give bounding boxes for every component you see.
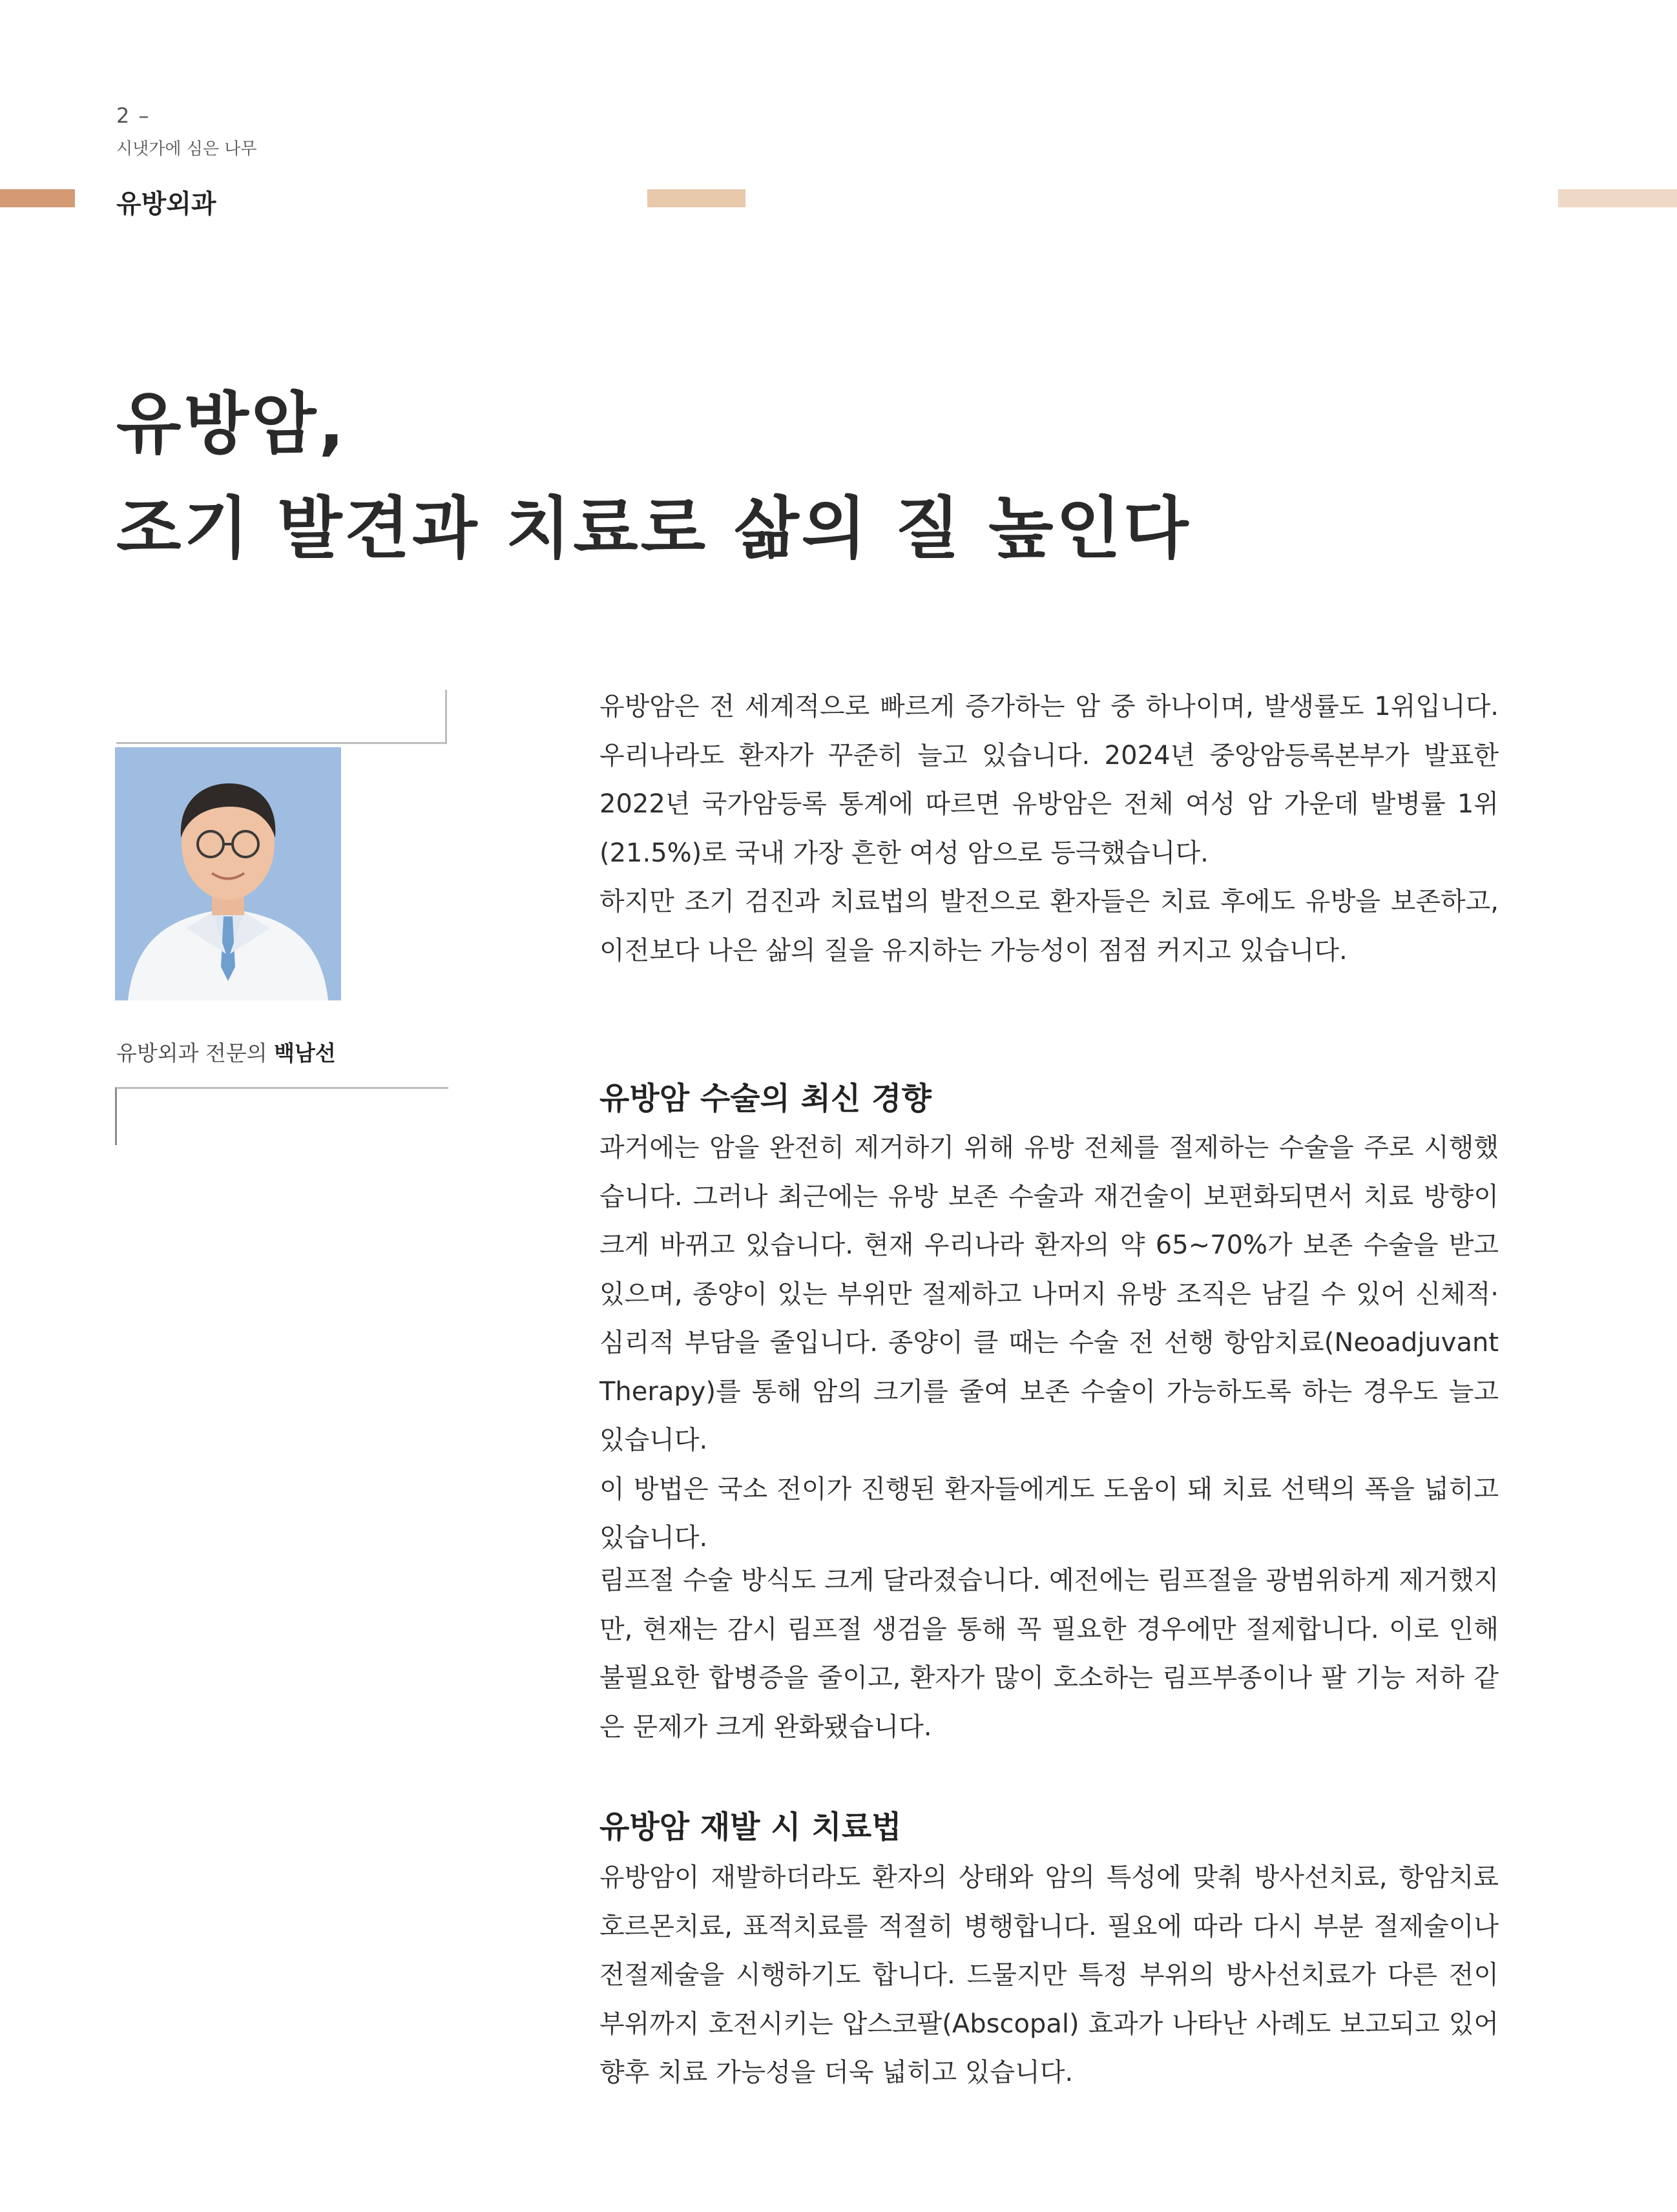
section1-text <box>599 1124 1499 1563</box>
caption-rule <box>115 1087 448 1145</box>
doctor-portrait-illustration <box>115 747 341 1000</box>
section-label: 유방외과 <box>116 189 216 219</box>
accent-bar-right <box>1558 189 1677 207</box>
section1-paragraph-3: 림프절 수술 방식도 크게 달라졌습니다. 예전에는 림프절을 광범위하게 제거했지만, 현재는 감시 림프절 생검을 통해 꼭 필요한 경우에만 절제합니다. 이로 인해 불필요한 합병증을 줄이고, 환자가 많이 호소하는 림프부종이나 팔 기능 저하 같은 문제가 크게 완화됐습니다. <box>599 1566 1499 1742</box>
section1-text-continued <box>599 1556 1499 1752</box>
section2-title: 유방암 재발 시 치료법 <box>599 1809 902 1845</box>
accent-bar-center <box>647 189 745 207</box>
section1-title: 유방암 수술의 최신 경향 <box>599 1080 932 1117</box>
page-number: 2 – <box>116 103 151 128</box>
intro-paragraph-1: 유방암은 전 세계적으로 빠르게 증가하는 암 중 하나이며, 발생률도 1위입니다. 우리나라도 환자가 꾸준히 늘고 있습니다. 2024년 중앙암등록본부가 발표한 2022년 국가암등록 통계에 따르면 유방암은 전체 여성 암 가운데 발병률 1위(21.5%)로 국내 가장 흔한 여성 암으로 등극했습니다. <box>599 692 1499 868</box>
doctor-title: 유방외과 전문의 <box>116 1040 267 1066</box>
photo-frame-line <box>116 690 447 744</box>
intro-paragraph-2: 하지만 조기 검진과 치료법의 발전으로 환자들은 치료 후에도 유방을 보존하고, 이전보다 나은 삶의 질을 유지하는 가능성이 점점 커지고 있습니다. <box>599 887 1499 966</box>
accent-bar-left <box>0 189 75 207</box>
section1-paragraph-1: 과거에는 암을 완전히 제거하기 위해 유방 전체를 절제하는 수술을 주로 시행했습니다. 그러나 최근에는 유방 보존 수술과 재건술이 보편화되면서 치료 방향이 크게 바뀌고 있습니다. 현재 우리나라 환자의 약 65~70%가 보존 수술을 받고 있으며, 종양이 있는 부위만 절제하고 나머지 유방 조직은 남길 수 있어 신체적·심리적 부담을 줄입니다. 종양이 클 때는 수술 전 선행 항암치료(Neoadjuvant Therapy)를 통해 암의 크기를 줄여 보존 수술이 가능하도록 하는 경우도 늘고 있습니다. <box>599 1133 1499 1455</box>
doctor-caption <box>116 1037 336 1067</box>
section1-paragraph-2: 이 방법은 국소 전이가 진행된 환자들에게도 도움이 돼 치료 선택의 폭을 넓히고 있습니다. <box>599 1474 1499 1553</box>
intro-text <box>599 683 1499 975</box>
doctor-name: 백남선 <box>274 1040 336 1066</box>
headline <box>116 371 1191 581</box>
section2-paragraph-1: 유방암이 재발하더라도 환자의 상태와 암의 특성에 맞춰 방사선치료, 항암치료 호르몬치료, 표적치료를 적절히 병행합니다. 필요에 따라 다시 부분 절제술이나 전절제술을 시행하기도 합니다. 드물지만 특정 부위의 방사선치료가 다른 전이 부위까지 호전시키는 압스코팔(Abscopal) 효과가 나타난 사례도 보고되고 있어 향후 치료 가능성을 더욱 넓히고 있습니다. <box>599 1863 1499 2087</box>
section2-text <box>599 1854 1499 2098</box>
headline-line-2: 조기 발견과 치료로 삶의 질 높인다 <box>116 489 1191 568</box>
magazine-name: 시냇가에 심은 나무 <box>116 140 257 159</box>
headline-line-1: 유방암, <box>116 384 347 463</box>
doctor-photo <box>115 747 341 1000</box>
